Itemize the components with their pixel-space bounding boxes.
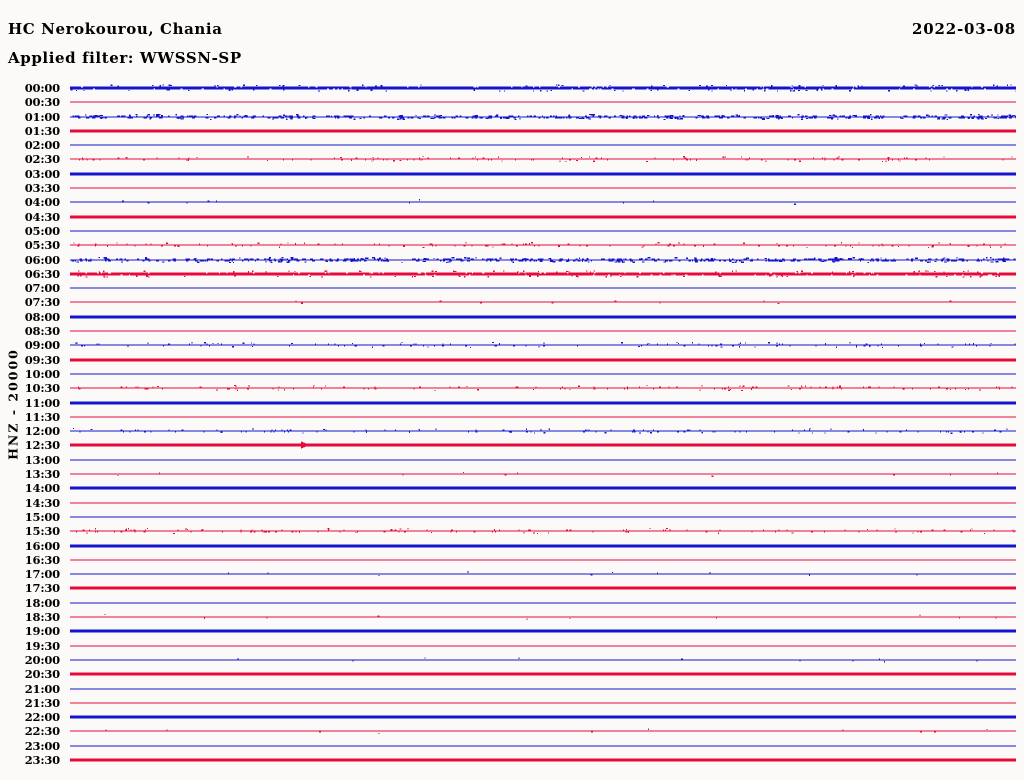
seismic-trace [70,453,1016,467]
trace-row [0,467,1024,481]
time-label: 07:00 [24,281,60,296]
time-label: 20:30 [24,667,60,682]
date-label: 2022-03-08 [912,20,1016,38]
trace-row [0,496,1024,510]
trace-row [0,610,1024,624]
seismic-trace [70,596,1016,610]
time-label: 08:30 [24,324,60,339]
seismic-trace [70,438,1016,452]
trace-row [0,653,1024,667]
time-label: 18:30 [24,610,60,625]
time-label: 23:30 [24,753,60,767]
seismic-trace [70,496,1016,510]
trace-row [0,381,1024,395]
seismic-trace [70,138,1016,152]
time-label: 21:00 [24,681,60,696]
trace-row [0,95,1024,109]
trace-row [0,152,1024,166]
trace-row [0,124,1024,138]
trace-row [0,424,1024,438]
time-label: 01:00 [24,109,60,124]
time-label: 13:30 [24,467,60,482]
seismic-trace [70,610,1016,624]
seismic-trace [70,410,1016,424]
seismic-trace [70,696,1016,710]
seismic-trace [70,481,1016,495]
trace-row [0,167,1024,181]
seismic-trace [70,310,1016,324]
time-label: 14:00 [24,481,60,496]
seismic-trace [70,167,1016,181]
trace-row [0,667,1024,681]
time-label: 09:30 [24,352,60,367]
time-label: 17:00 [24,567,60,582]
seismic-trace [70,324,1016,338]
time-label: 15:00 [24,509,60,524]
seismic-trace [70,367,1016,381]
trace-row [0,195,1024,209]
trace-row [0,581,1024,595]
time-label: 19:30 [24,638,60,653]
time-label: 07:30 [24,295,60,310]
seismic-trace [70,224,1016,238]
trace-row [0,596,1024,610]
seismic-trace [70,110,1016,124]
trace-row [0,724,1024,738]
time-label: 10:30 [24,381,60,396]
seismic-trace [70,152,1016,166]
trace-row [0,110,1024,124]
time-label: 22:00 [24,710,60,725]
seismic-trace [70,81,1016,95]
station-title: HC Nerokourou, Chania [8,20,223,38]
seismic-trace [70,195,1016,209]
time-label: 15:30 [24,524,60,539]
seismic-trace [70,267,1016,281]
trace-row [0,324,1024,338]
seismic-trace [70,467,1016,481]
seismic-trace [70,295,1016,309]
event-arrow-icon [294,442,310,449]
time-label: 19:00 [24,624,60,639]
seismic-trace [70,353,1016,367]
time-label: 05:00 [24,223,60,238]
time-label: 11:00 [24,395,60,410]
trace-row [0,210,1024,224]
time-label: 03:30 [24,181,60,196]
time-label: 08:00 [24,309,60,324]
seismic-trace [70,553,1016,567]
seismic-trace [70,95,1016,109]
seismic-trace [70,210,1016,224]
seismic-trace [70,581,1016,595]
time-label: 10:00 [24,366,60,381]
seismic-trace [70,724,1016,738]
trace-row [0,682,1024,696]
seismic-trace [70,539,1016,553]
time-label: 12:00 [24,424,60,439]
trace-row [0,524,1024,538]
trace-row [0,639,1024,653]
seismic-trace [70,653,1016,667]
time-label: 01:30 [24,123,60,138]
time-label: 03:00 [24,166,60,181]
trace-row [0,253,1024,267]
trace-row [0,238,1024,252]
trace-row [0,739,1024,753]
trace-row [0,367,1024,381]
trace-row [0,438,1024,452]
seismic-trace [70,567,1016,581]
seismic-trace [70,338,1016,352]
trace-row [0,295,1024,309]
trace-row [0,310,1024,324]
trace-row [0,338,1024,352]
trace-row [0,267,1024,281]
channel-scale-label: HNZ - 20000 [5,348,21,460]
trace-row [0,181,1024,195]
trace-row [0,696,1024,710]
trace-row [0,138,1024,152]
time-label: 05:30 [24,238,60,253]
seismic-trace [70,667,1016,681]
seismic-trace [70,739,1016,753]
time-label: 09:00 [24,338,60,353]
seismic-trace [70,281,1016,295]
seismic-trace [70,682,1016,696]
time-label: 16:00 [24,538,60,553]
time-label: 22:30 [24,724,60,739]
time-label: 00:00 [24,81,60,95]
trace-row [0,539,1024,553]
trace-row [0,353,1024,367]
time-label: 12:30 [24,438,60,453]
time-label: 02:30 [24,152,60,167]
time-label: 21:30 [24,695,60,710]
time-label: 13:00 [24,452,60,467]
time-label: 00:30 [24,95,60,110]
seismic-trace [70,238,1016,252]
time-label: 20:00 [24,652,60,667]
seismic-trace [70,524,1016,538]
time-label: 14:30 [24,495,60,510]
seismic-trace [70,181,1016,195]
time-label: 06:30 [24,266,60,281]
trace-row [0,453,1024,467]
trace-row [0,510,1024,524]
trace-row [0,81,1024,95]
seismic-trace [70,639,1016,653]
time-label: 04:00 [24,195,60,210]
seismic-trace [70,253,1016,267]
trace-row [0,396,1024,410]
trace-row [0,624,1024,638]
seismic-trace [70,396,1016,410]
time-label: 06:00 [24,252,60,267]
time-label: 16:30 [24,552,60,567]
trace-row [0,567,1024,581]
time-label: 02:00 [24,138,60,153]
trace-row [0,753,1024,767]
seismic-trace [70,753,1016,767]
seismic-trace [70,124,1016,138]
time-label: 23:00 [24,738,60,753]
time-label: 18:00 [24,595,60,610]
time-label: 11:30 [24,409,60,424]
trace-row [0,553,1024,567]
trace-row [0,281,1024,295]
seismic-trace [70,510,1016,524]
time-label: 17:30 [24,581,60,596]
seismic-trace [70,424,1016,438]
filter-label: Applied filter: WWSSN-SP [8,49,242,67]
trace-row [0,410,1024,424]
seismic-trace [70,624,1016,638]
time-label: 04:30 [24,209,60,224]
trace-row [0,224,1024,238]
trace-row [0,481,1024,495]
seismic-trace [70,710,1016,724]
trace-row [0,710,1024,724]
seismic-trace [70,381,1016,395]
